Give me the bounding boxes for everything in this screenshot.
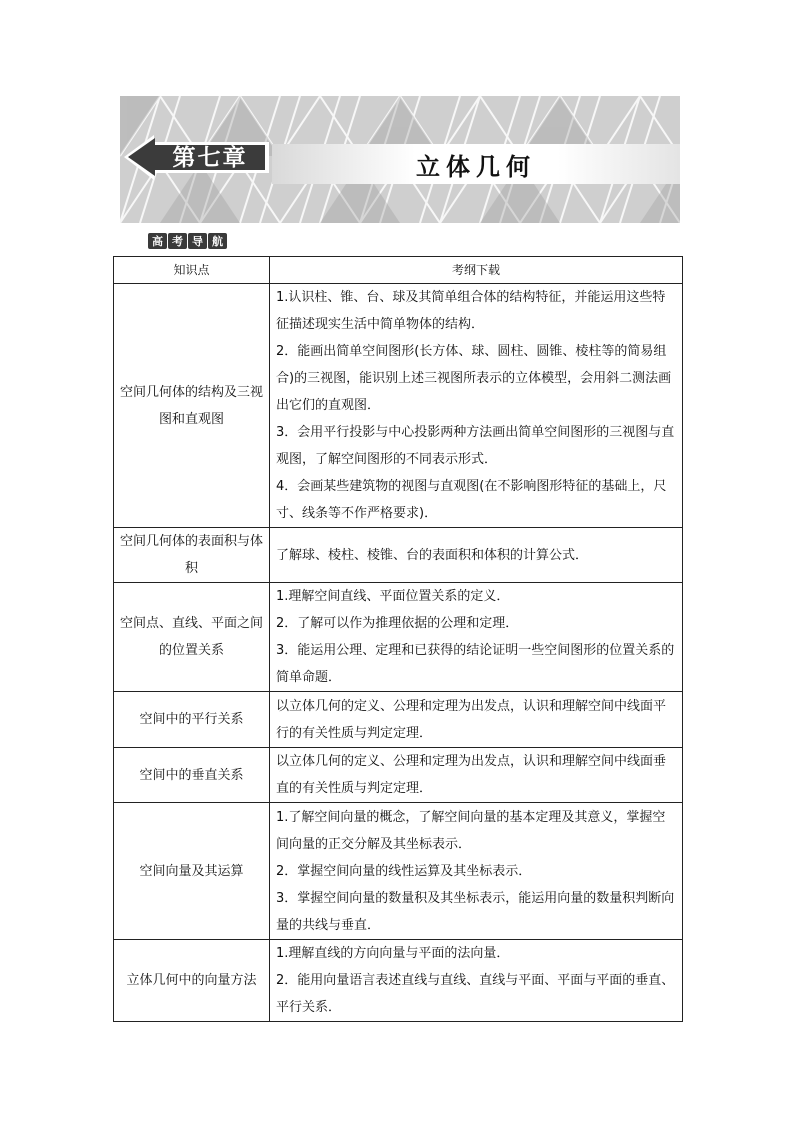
table-header-row	[114, 257, 683, 284]
requirement-item: 2．了解可以作为推理依据的公理和定理．	[276, 616, 519, 631]
requirement-item: 2．能用向量语言表述直线与直线、直线与平面、平面与平面的垂直、平行关系．	[276, 973, 675, 1015]
header-topic: 知识点	[114, 257, 270, 284]
requirement-item: 1.了解空间向量的概念，了解空间向量的基本定理及其意义，掌握空间向量的正交分解及其坐标表示．	[276, 809, 666, 852]
requirements-cell	[270, 748, 683, 803]
requirement-item: 1.理解空间直线、平面位置关系的定义．	[276, 589, 510, 604]
table-row	[114, 748, 683, 803]
requirements-cell	[270, 940, 683, 1022]
header-requirements: 考纲下载	[270, 257, 683, 284]
topic-cell: 空间中的垂直关系	[114, 748, 270, 803]
requirements-cell	[270, 528, 683, 583]
requirement-item: 1.认识柱、锥、台、球及其简单组合体的结构特征，并能运用这些特征描述现实生活中简单物体的结构．	[276, 290, 666, 332]
requirements-cell	[270, 284, 683, 528]
topic-cell: 空间点、直线、平面之间的位置关系	[114, 583, 270, 692]
table-row	[114, 940, 683, 1022]
table-row	[114, 583, 683, 692]
topic-cell: 空间向量及其运算	[114, 803, 270, 940]
requirement-item: 3．掌握空间向量的数量积及其坐标表示，能运用向量的数量积判断向量的共线与垂直．	[276, 890, 675, 933]
requirement-item: 2．能画出简单空间图形(长方体、球、圆柱、圆锥、棱柱等的简易组合)的三视图，能识别上述三视图所表示的立体模型，会用斜二测法画出它们的直观图．	[276, 344, 672, 413]
badge-char: 高	[148, 233, 167, 249]
table-row	[114, 284, 683, 528]
requirement-item: 4．会画某些建筑物的视图与直观图(在不影响图形特征的基础上，尺寸、线条等不作严格要求)．	[276, 479, 667, 521]
topic-cell: 空间中的平行关系	[114, 692, 270, 748]
guide-badge	[148, 233, 227, 249]
topic-cell: 空间几何体的结构及三视图和直观图	[114, 284, 270, 528]
badge-char: 导	[188, 233, 207, 249]
requirement-item: 以立体几何的定义、公理和定理为出发点，认识和理解空间中线面垂直的有关性质与判定定理．	[276, 754, 667, 796]
table-row	[114, 692, 683, 748]
requirements-cell	[270, 583, 683, 692]
requirement-item: 了解球、棱柱、棱锥、台的表面积和体积的计算公式．	[276, 547, 589, 563]
requirement-item: 3．能运用公理、定理和已获得的结论证明一些空间图形的位置关系的简单命题．	[276, 643, 675, 685]
requirements-cell	[270, 692, 683, 748]
table-row	[114, 528, 683, 583]
syllabus-table	[113, 256, 683, 1022]
badge-char: 考	[168, 233, 187, 249]
requirement-item: 2．掌握空间向量的线性运算及其坐标表示．	[276, 863, 532, 879]
topic-cell: 立体几何中的向量方法	[114, 940, 270, 1022]
requirement-item: 3．会用平行投影与中心投影两种方法画出简单空间图形的三视图与直观图，了解空间图形的不同表示形式．	[276, 425, 675, 467]
requirement-item: 以立体几何的定义、公理和定理为出发点，认识和理解空间中线面平行的有关性质与判定定理．	[276, 698, 667, 741]
topic-cell: 空间几何体的表面积与体积	[114, 528, 270, 583]
requirements-cell	[270, 803, 683, 940]
chapter-number: 第七章	[172, 143, 248, 171]
chapter-title: 立体几何	[416, 151, 536, 181]
table-row	[114, 803, 683, 940]
requirement-item: 1.理解直线的方向向量与平面的法向量．	[276, 946, 510, 961]
badge-char: 航	[208, 233, 227, 249]
